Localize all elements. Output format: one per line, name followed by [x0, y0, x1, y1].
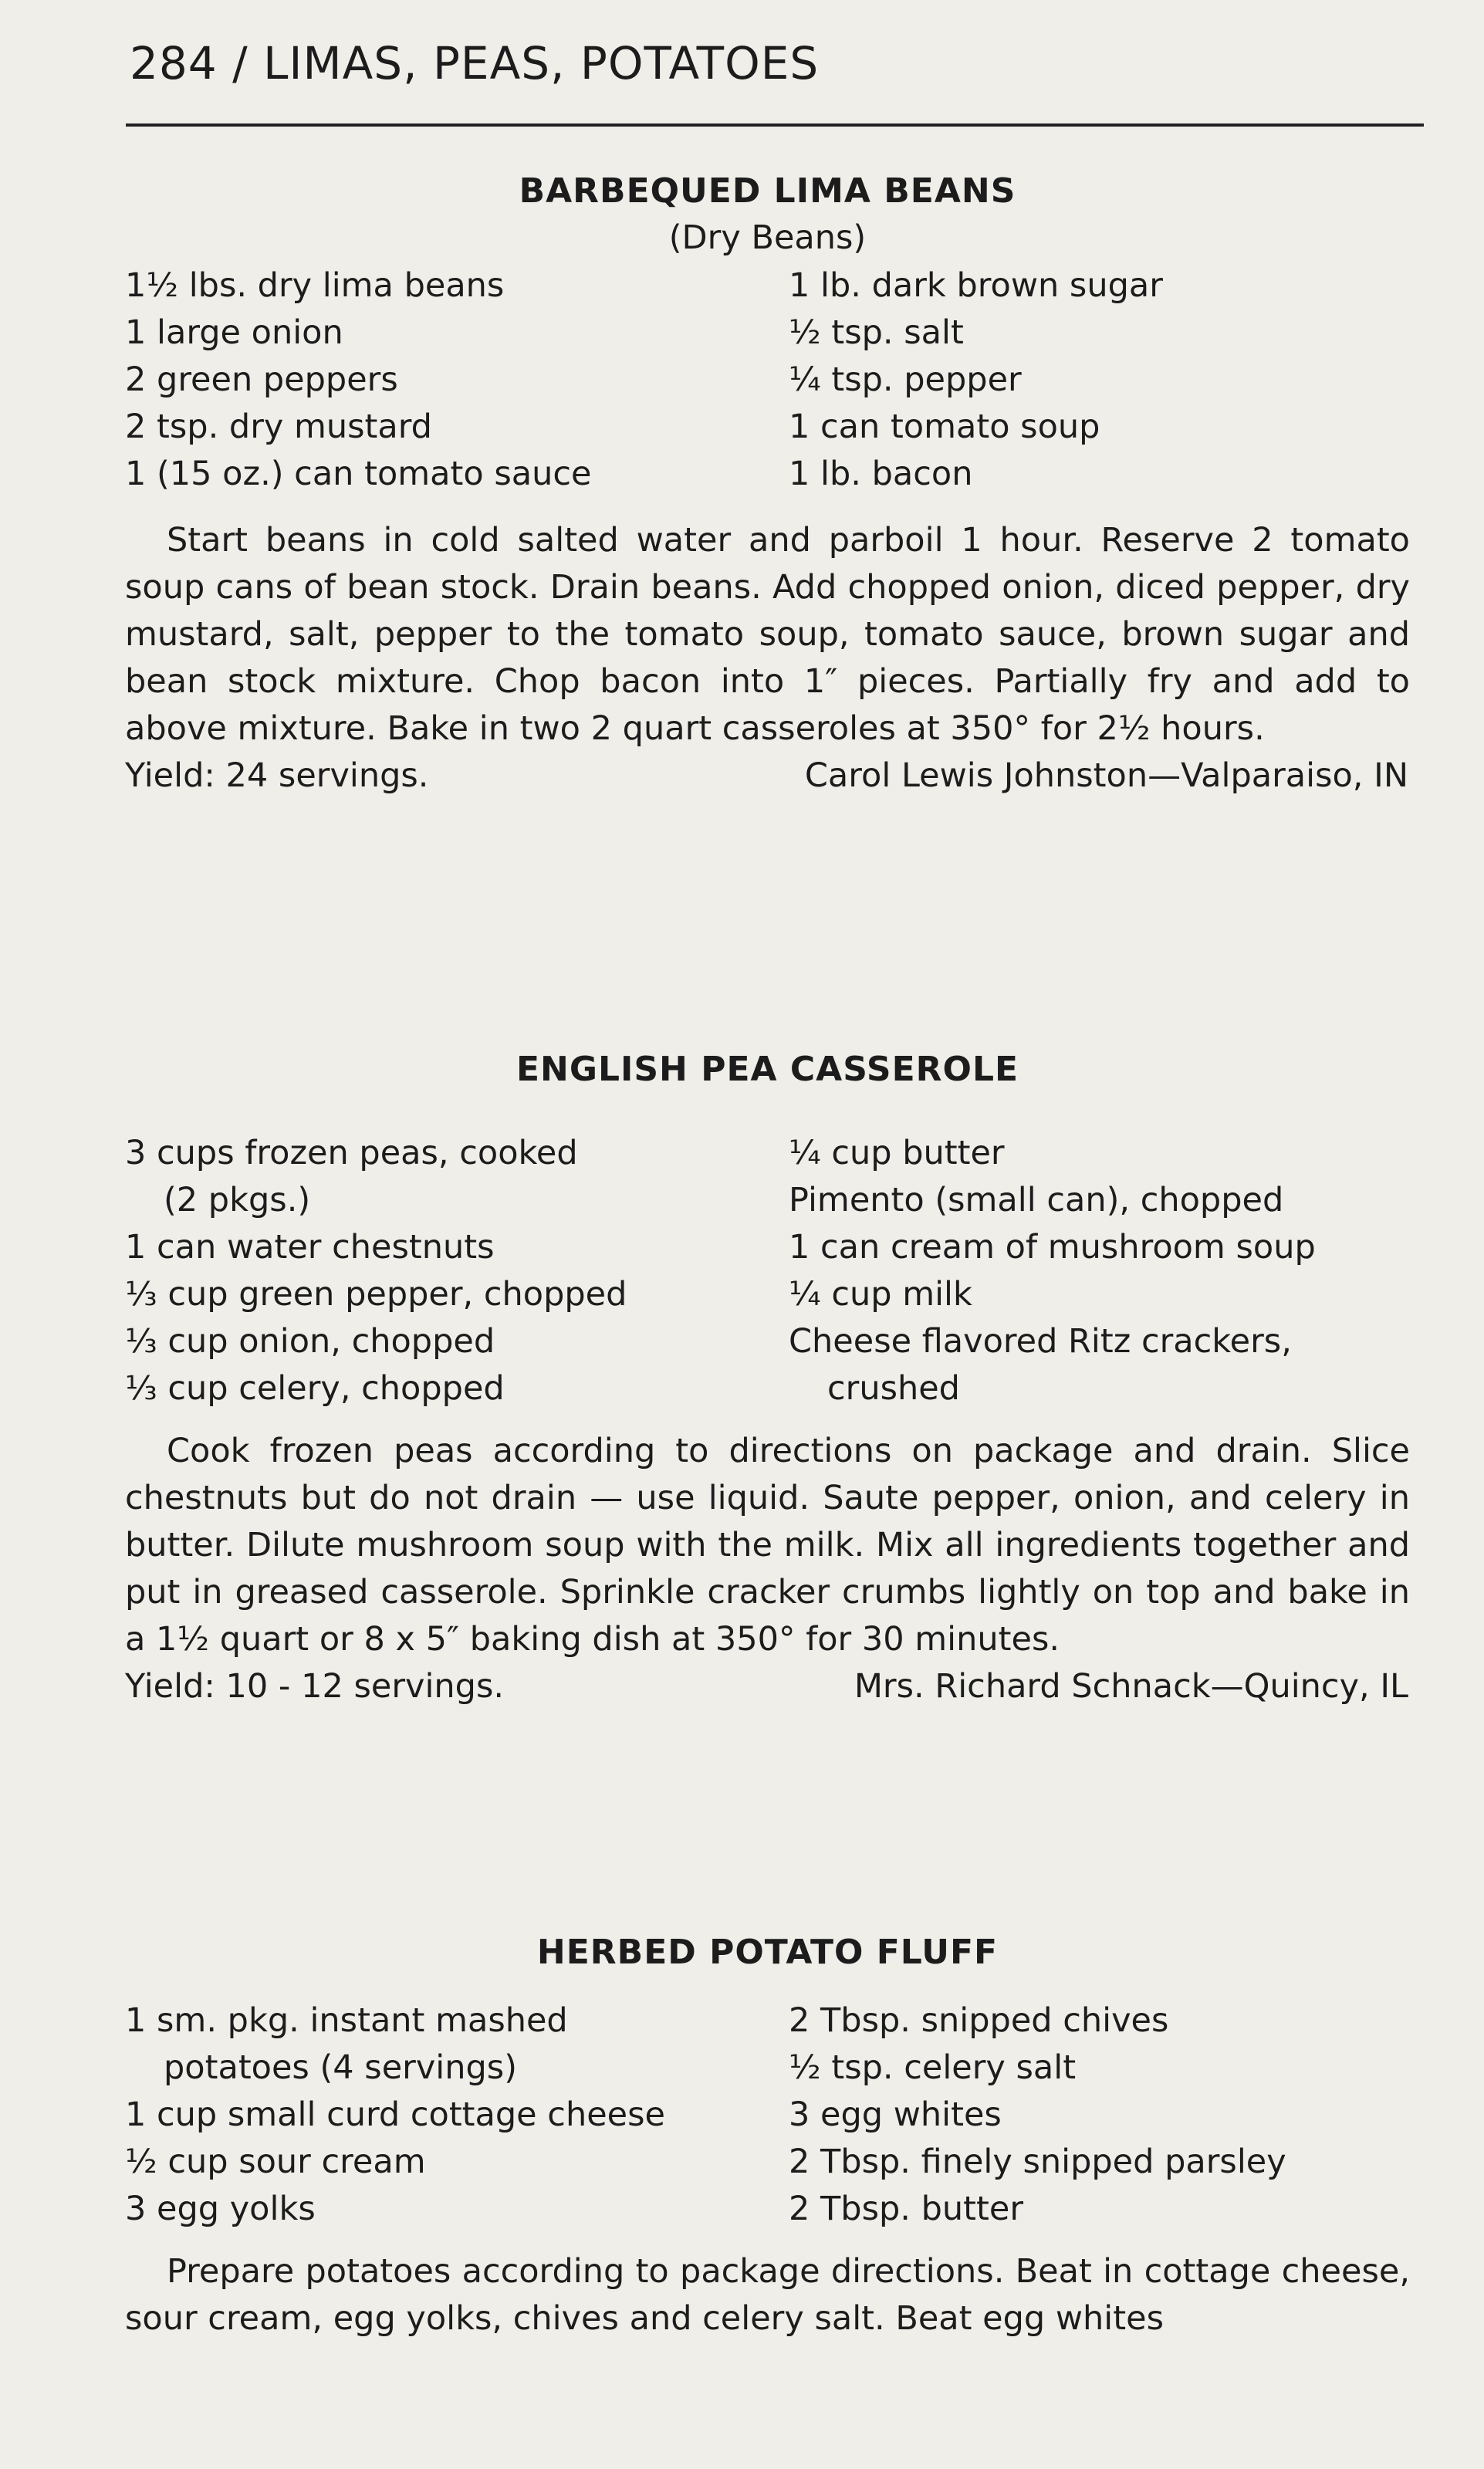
ingredient-item: 1½ lbs. dry lima beans: [125, 266, 505, 305]
recipe-barbequed-lima-beans: [125, 168, 1410, 800]
recipe-english-pea-casserole: [125, 1047, 1410, 1710]
ingredient-item: 1 can water chestnuts: [125, 1228, 495, 1267]
method: [125, 2248, 1410, 2342]
recipe-subtitle: (Dry Beans): [668, 218, 867, 257]
ingredient-item: Cheese flavored Ritz crackers,: [789, 1322, 1292, 1361]
yield: Yield: 10 - 12 servings.: [125, 1667, 505, 1706]
contributor: Mrs. Richard Schnack—Quincy, IL: [854, 1667, 1408, 1706]
ingredient-item: 1 can tomato soup: [789, 408, 1100, 446]
ingredient-item: ⅓ cup onion, chopped: [125, 1322, 495, 1361]
ingredient-list: [125, 262, 1410, 498]
ingredient-item: ¼ cup butter: [789, 1134, 1005, 1172]
yield: Yield: 24 servings.: [125, 756, 429, 795]
recipe-footer: [125, 753, 1408, 800]
ingredient-item: 1 large onion: [125, 313, 343, 352]
recipe-herbed-potato-fluff: [125, 1930, 1410, 2342]
method-text: Prepare potatoes according to package directions. Beat in cottage cheese, sour cream, egg yolks, chives and celery salt. Beat egg whites: [125, 2252, 1410, 2338]
ingredient-item: crushed: [827, 1369, 960, 1408]
ingredient-item: 1 can cream of mushroom soup: [789, 1228, 1316, 1267]
recipe-footer: [125, 1663, 1408, 1710]
ingredient-item: 1 lb. dark brown sugar: [789, 266, 1163, 305]
ingredient-item: Pimento (small can), chopped: [789, 1181, 1284, 1219]
ingredient-item: ½ tsp. celery salt: [789, 2048, 1077, 2087]
ingredients-right-column: [789, 1997, 1410, 2233]
ingredient-item: 1 sm. pkg. instant mashed: [125, 2001, 568, 2040]
ingredient-item: 2 tsp. dry mustard: [125, 408, 432, 446]
recipe-title: BARBEQUED LIMA BEANS: [519, 171, 1016, 211]
recipe-title: ENGLISH PEA CASSEROLE: [516, 1050, 1019, 1089]
ingredient-item: 1 cup small curd cottage cheese: [125, 2095, 665, 2134]
method: [125, 1428, 1410, 1663]
method-text: Cook frozen peas according to directions on package and drain. Slice chestnuts but do not drain — use liquid. Saute pepper, onion, and celery in butter. Dilute mushroom soup with the milk. Mix all ingredients together and put in greased casserole. Sprinkle cracker crumbs lightly on top and bake in a 1½ quart or 8 x 5″ baking dish at 350° for 30 minutes.: [125, 1432, 1410, 1659]
ingredient-item: ¼ tsp. pepper: [789, 360, 1022, 399]
ingredient-item: potatoes (4 servings): [164, 2048, 517, 2087]
ingredient-item: ¼ cup milk: [789, 1275, 972, 1314]
ingredients-left-column: [125, 1130, 627, 1412]
ingredients-left-column: [125, 262, 591, 498]
recipe-title: HERBED POTATO FLUFF: [536, 1933, 999, 1972]
ingredient-item: 3 egg whites: [789, 2095, 1002, 2134]
ingredient-item: ½ cup sour cream: [125, 2143, 426, 2181]
running-head: 284 / LIMAS, PEAS, POTATOES: [130, 37, 820, 90]
ingredient-item: 3 cups frozen peas, cooked: [125, 1134, 578, 1172]
ingredients-left-column: [125, 1997, 665, 2233]
ingredient-list: [125, 1130, 1410, 1412]
ingredients-right-column: [789, 1130, 1410, 1412]
ingredient-item: ½ tsp. salt: [789, 313, 964, 352]
ingredient-list: [125, 1997, 1410, 2233]
method-text: Start beans in cold salted water and parboil 1 hour. Reserve 2 tomato soup cans of bean stock. Drain beans. Add chopped onion, diced pepper, dry mustard, salt, pepper to the tomato soup, tomato sauce, brown sugar and bean stock mixture. Chop bacon into 1″ pieces. Partially fry and add to above mixture. Bake in two 2 quart casseroles at 350° for 2½ hours.: [125, 521, 1410, 748]
method: [125, 517, 1410, 753]
ingredients-right-column: [789, 262, 1410, 498]
ingredient-item: 1 (15 oz.) can tomato sauce: [125, 455, 592, 493]
ingredient-item: 3 egg yolks: [125, 2190, 316, 2228]
ingredient-item: ⅓ cup celery, chopped: [125, 1369, 505, 1408]
ingredient-item: ⅓ cup green pepper, chopped: [125, 1275, 627, 1314]
ingredient-item: 2 Tbsp. butter: [789, 2190, 1024, 2228]
ingredient-item: 2 Tbsp. snipped chives: [789, 2001, 1169, 2040]
ingredient-item: 2 Tbsp. finely snipped parsley: [789, 2143, 1286, 2181]
contributor: Carol Lewis Johnston—Valparaiso, IN: [804, 756, 1408, 795]
ingredient-item: 2 green peppers: [125, 360, 398, 399]
header-rule: [126, 123, 1424, 127]
ingredient-item: (2 pkgs.): [164, 1181, 311, 1219]
ingredient-item: 1 lb. bacon: [789, 455, 973, 493]
